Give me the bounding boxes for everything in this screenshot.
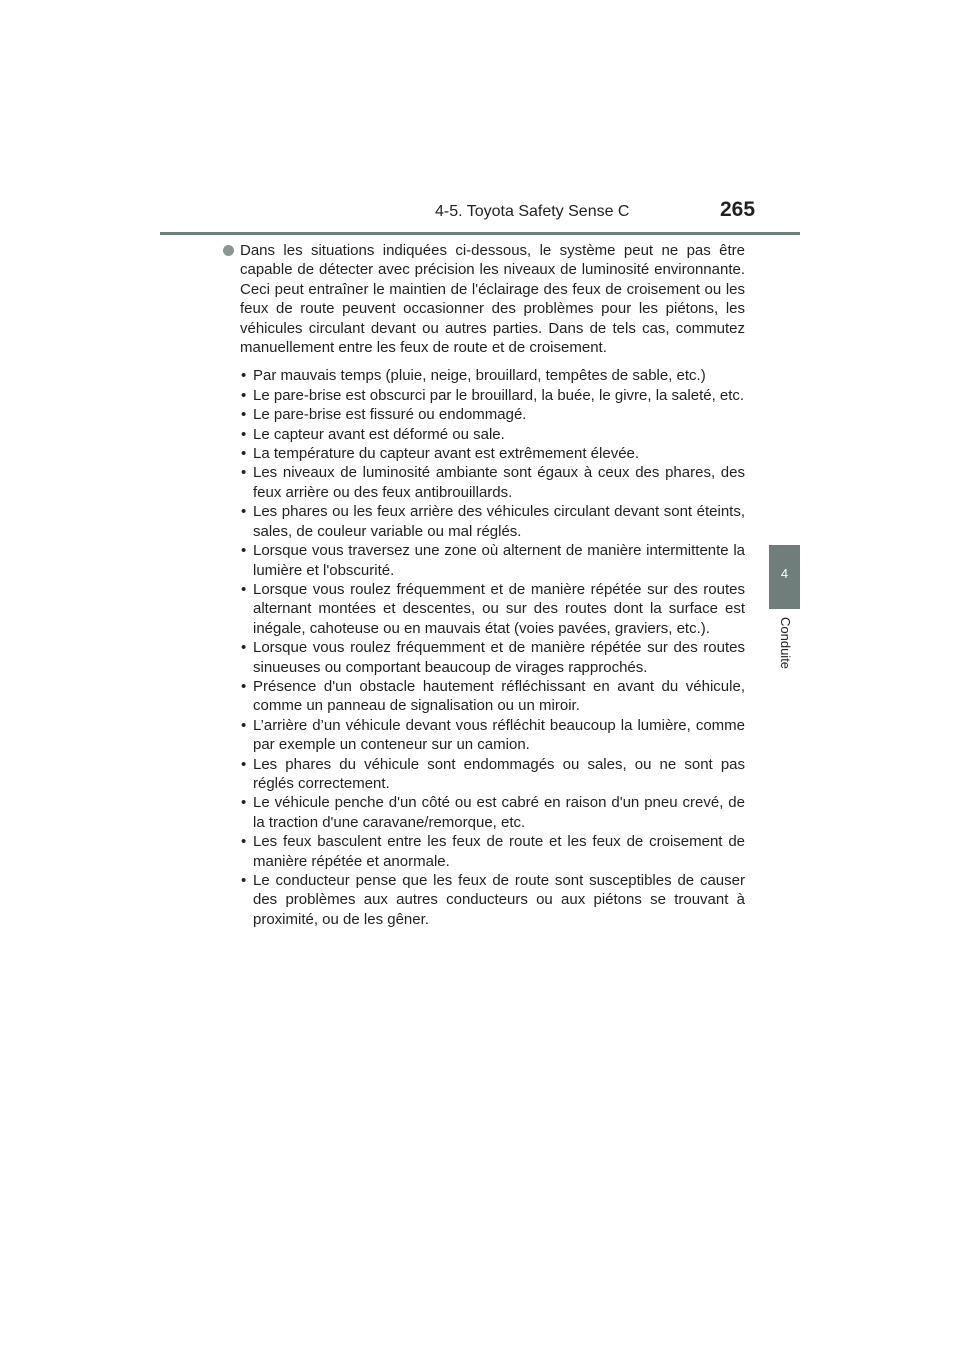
list-item-text: Présence d'un obstacle hautement réfléchissant en avant du véhicule, comme un panneau de signalisation ou un miroir.	[253, 677, 745, 715]
conditions-list	[240, 366, 745, 929]
list-item-text: Lorsque vous roulez fréquemment et de manière répétée sur des routes sinueuses ou comportant beaucoup de virages rapprochés.	[253, 639, 745, 676]
bullet-icon: •	[241, 639, 247, 657]
bullet-icon: •	[241, 872, 247, 889]
running-header-section: 4-5. Toyota Safety Sense C	[435, 203, 630, 220]
bullet-icon: •	[241, 503, 247, 521]
list-item	[240, 580, 745, 638]
list-item	[240, 793, 745, 832]
list-item	[240, 755, 745, 794]
list-item-text: Les niveaux de luminosité ambiante sont égaux à ceux des phares, des feux arrière ou des feux antibrouillards.	[253, 464, 745, 501]
list-item	[240, 871, 745, 929]
list-item-text: Lorsque vous roulez fréquemment et de manière répétée sur des routes alternant montées et descentes, ou sur des routes dont la surface est inégale, cahoteuse ou en mauvais état (voies pavées, graviers, etc.).	[253, 580, 745, 637]
intro-text: Dans les situations indiquées ci-dessous, le système peut ne pas être capable de détecter avec précision les niveaux de luminosité environnante. Ceci peut entraîner le maintien de l'éclairage des feux de croisement ou les feux de route peuvent occasionner des problèmes pour les piétons, les véhicules circulant devant ou autres parties. Dans de tels cas, commutez manuellement entre les feux de route et de croisement.	[240, 242, 745, 357]
bullet-icon: •	[241, 386, 247, 404]
bullet-icon: •	[241, 406, 247, 424]
list-item	[240, 386, 745, 405]
bullet-icon: •	[241, 677, 247, 695]
bullet-icon: •	[241, 833, 247, 851]
list-item-text: Le véhicule penche d'un côté ou est cabré en raison d'un pneu crevé, de la traction d'une caravane/remorque, etc.	[253, 794, 745, 831]
intro-paragraph	[240, 241, 745, 357]
list-item	[240, 541, 745, 580]
list-item	[240, 444, 745, 463]
bullet-icon: •	[241, 445, 247, 463]
bullet-icon: •	[241, 794, 247, 812]
list-item	[240, 502, 745, 541]
list-item-text: Le capteur avant est déformé ou sale.	[253, 425, 505, 443]
page-number: 265	[720, 198, 756, 221]
chapter-label: Conduite	[778, 617, 793, 670]
list-item	[240, 716, 745, 755]
list-item	[240, 425, 745, 444]
chapter-tab	[769, 545, 800, 609]
list-item	[240, 832, 745, 871]
list-item	[240, 366, 745, 385]
list-item-text: Les phares du véhicule sont endommagés ou sales, ou ne sont pas réglés correctement.	[253, 755, 745, 792]
list-item-text: Le pare-brise est obscurci par le brouillard, la buée, le givre, la saleté, etc.	[253, 386, 745, 404]
main-content	[240, 241, 745, 929]
bullet-icon: •	[241, 716, 247, 734]
list-item-text: Lorsque vous traversez une zone où alternent de manière intermittente la lumière et l'obscurité.	[253, 542, 745, 579]
list-item-text: Le pare-brise est fissuré ou endommagé.	[253, 406, 527, 424]
chapter-number: 4	[780, 566, 789, 581]
list-item-text: L’arrière d’un véhicule devant vous réfléchit beaucoup la lumière, comme par exemple un conteneur sur un camion.	[253, 716, 745, 754]
list-item-text: Les phares ou les feux arrière des véhicules circulant devant sont éteints, sales, de couleur variable ou mal réglés.	[253, 503, 745, 540]
list-item-text: Les feux basculent entre les feux de route et les feux de croisement de manière répétée et anormale.	[253, 833, 745, 870]
bullet-icon: •	[241, 367, 247, 385]
list-item	[240, 677, 745, 716]
list-item	[240, 638, 745, 677]
bullet-icon: •	[241, 425, 247, 443]
list-item-text: Le conducteur pense que les feux de route sont susceptibles de causer des problèmes aux autres conducteurs ou aux piétons se trouvant à proximité, ou de les gêner.	[253, 872, 745, 928]
header-divider	[160, 232, 800, 235]
list-item	[240, 405, 745, 424]
circle-bullet-icon	[223, 245, 234, 256]
bullet-icon: •	[241, 755, 247, 773]
list-item-text: La température du capteur avant est extrêmement élevée.	[253, 445, 640, 463]
list-item	[240, 463, 745, 502]
bullet-icon: •	[241, 542, 247, 560]
list-item-text: Par mauvais temps (pluie, neige, brouillard, tempêtes de sable, etc.)	[253, 367, 706, 385]
bullet-icon: •	[241, 580, 247, 598]
bullet-icon: •	[241, 464, 247, 482]
